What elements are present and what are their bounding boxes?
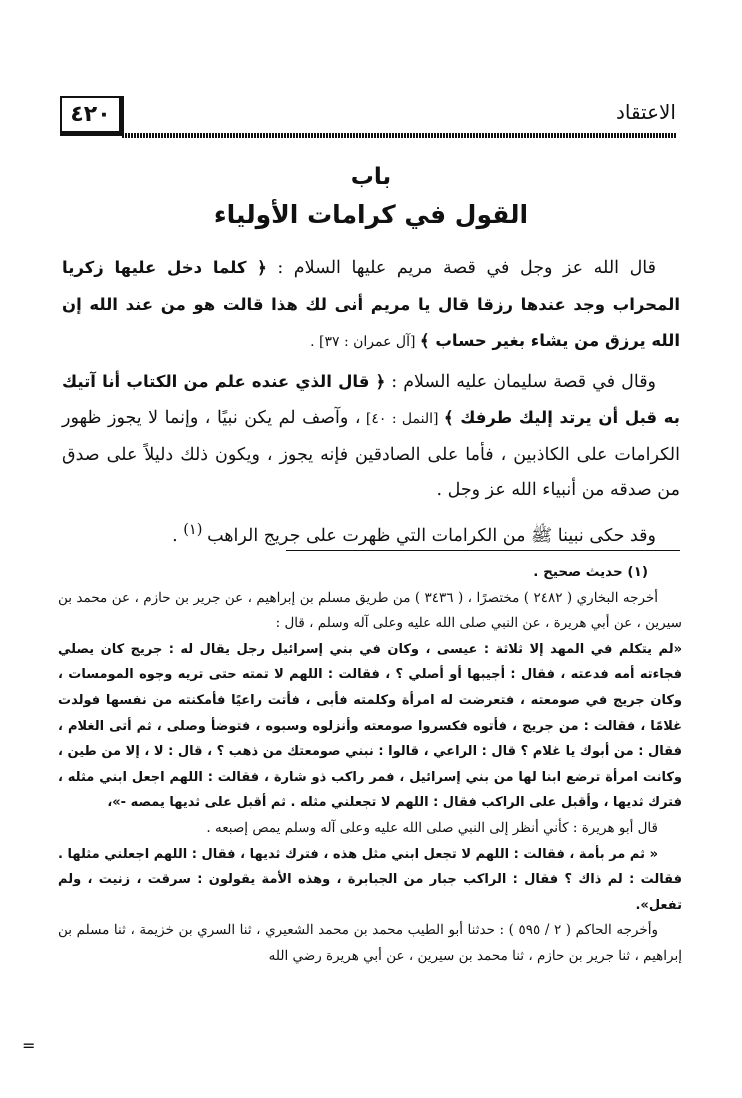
paragraph-jurayj bbox=[62, 512, 680, 554]
section-title: الاعتقاد bbox=[615, 100, 676, 124]
verse-reference: [النمل : ٤٠] bbox=[360, 411, 444, 427]
footnote-divider bbox=[286, 550, 680, 551]
paragraph-intro: وقال في قصة سليمان عليه السلام : bbox=[385, 371, 657, 392]
quran-verse: ﴿ كلما دخل عليها زكريا المحراب وجد عندها رزقا قال يا مريم أنى لك هذا قالت هو من عند الله إن الله يرزق من يشاء بغير حساب ﴾ bbox=[62, 258, 680, 350]
paragraph-body: ، وآصف لم يكن نبيًا ، وإنما لا يجوز ظهور الكرامات على الكاذبين ، فأما على الصادقين فإنه يجوز ، ويكون ذلك دليلاً على صدق من صدقه من أنبياء الله عز وجل . bbox=[62, 408, 680, 500]
page-number: ٤٢٠ bbox=[60, 96, 124, 136]
verse-reference: [آل عمران : ٣٧] . bbox=[310, 334, 420, 350]
paragraph-end: . bbox=[172, 525, 184, 546]
quran-verse: ﴿ قال الذي عنده علم من الكتاب أنا آتيك به قبل أن يرتد إليك طرفك ﴾ bbox=[62, 371, 680, 427]
hadith-text: «لم يتكلم في المهد إلا ثلاثة : عيسى ، وكان في بني إسرائيل رجل يقال له : جريج كان يصلي فجاءته أمه فدعته ، فقال : أجيبها أو أصلي ؟ ، فقالت : اللهم لا تمته حتى تريه وجوه المومسات ، وكان جريج في صومعته ، فتعرضت له امرأة وكلمته فأبى ، فأتت راعيًا فأمكنته من نفسها فولدت غلامًا ، فقالت : من جريج ، فأتوه فكسروا صومعته وأنزلوه وسبوه ، فتوضأ وصلى ، ثم أتى الغلام ، فقال : من أبوك يا غلام ؟ قال : الراعي ، قالوا : نبني صومعتك من ذهب ؟ ، قال : لا ، إلا من طين ، وكانت امرأة ترضع ابنا لها من بني إسرائيل ، فمر راكب ذو شارة ، فقالت : اللهم اجعل ابني مثله ، فترك ثديها ، وأقبل على الراكب فقال : اللهم لا تجعلني مثله . ثم أقبل على ثديها يمصه -»، bbox=[58, 641, 682, 811]
paragraph-intro: قال الله عز وجل في قصة مريم عليها السلام : bbox=[266, 258, 656, 278]
chapter-title: القول في كرامات الأولياء bbox=[213, 200, 529, 229]
main-text bbox=[62, 250, 680, 554]
running-header bbox=[60, 96, 676, 140]
paragraph-sulayman bbox=[62, 364, 680, 509]
footnote-takhrij: وأخرجه الحاكم ( ٢ / ٥٩٥ ) : حدثنا أبو الطيب محمد بن محمد الشعيري ، ثنا السري بن خزيمة ، ثنا مسلم بن إبراهيم ، ثنا جرير بن حازم ، ثنا محمد بن سيرين ، عن أبي هريرة رضي الله bbox=[58, 922, 682, 964]
footnote-takhrij: أخرجه البخاري ( ٢٤٨٢ ) مختصرًا ، ( ٣٤٣٦ ) من طريق مسلم بن إبراهيم ، عن جرير بن حازم ، عن محمد بن سيرين ، عن أبي هريرة ، عن النبي صلى الله عليه وعلى آله وسلم ، قال : bbox=[58, 589, 682, 632]
footnote-heading: (١) حديث صحيح . bbox=[533, 564, 648, 580]
paragraph-maryam bbox=[62, 250, 680, 361]
chapter-label: باب bbox=[350, 164, 392, 190]
footnote-marker[interactable]: (١) bbox=[183, 520, 208, 538]
continuation-mark: = bbox=[22, 1036, 36, 1055]
paragraph-body: وقد حكى نبينا ﷺ من الكرامات التي ظهرت على جريج الراهب bbox=[207, 525, 656, 546]
hadith-text: « ثم مر بأمة ، فقالت : اللهم لا تجعل ابني مثل هذه ، فترك ثديها ، فقال : اللهم اجعلني مثلها . فقالت : لم ذاك ؟ فقال : الراكب جبار من الجبابرة ، وهذه الأمة يقولون : سرقت ، زنيت ، ولم تفعل». bbox=[58, 846, 682, 913]
header-rule bbox=[122, 133, 676, 138]
footnote-section bbox=[58, 560, 682, 970]
footnote-narrator: قال أبو هريرة : كأني أنظر إلى النبي صلى الله عليه وعلى آله وسلم يمص إصبعه . bbox=[206, 819, 658, 836]
